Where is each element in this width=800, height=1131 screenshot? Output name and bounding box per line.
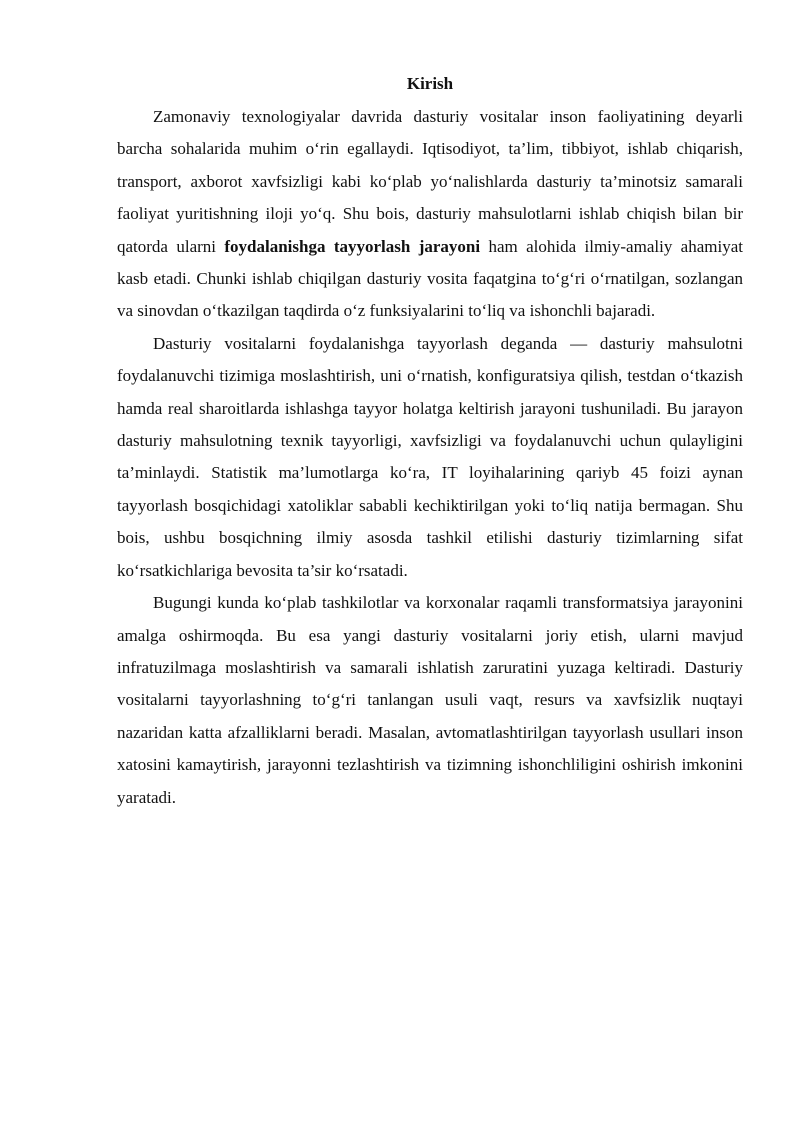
paragraph-intro-text-end: ham alohida ilmiy-amaliy ahamiyat kasb etadi. Chunki ishlab chiqilgan dasturiy vosita faqatgina to‘g‘ri o‘rnatilgan, sozlangan va sinovdan o‘tkazilgan taqdirda o‘z funksiyalarini to‘liq va ishonchli bajaradi.	[117, 236, 743, 321]
section-heading: Kirish	[406, 74, 454, 93]
paragraph-transformation: Bugungi kunda ko‘plab tashkilotlar va korxonalar raqamli transformatsiya jarayonini amalga oshirmoqda. Bu esa yangi dasturiy vositalarni joriy etish, ularni mavjud infratuzilmaga moslashtirish va samarali ishlatish zaruratini yuzaga keltiradi. Dasturiy vositalarni tayyorlashning to‘g‘ri tanlangan usuli vaqt, resurs va xavfsizlik nuqtayi nazaridan katta afzalliklarni beradi. Masalan, avtomatlashtirilgan tayyorlash usullari inson xatosini kamaytirish, jarayonni tezlashtirish va tizimning ishonchliligini oshirish imkonini yaratadi.	[117, 593, 743, 807]
paragraph-intro-bold-term: foydalanishga tayyorlash jarayoni	[224, 236, 481, 256]
paragraph-intro	[117, 101, 743, 328]
paragraph-definition: Dasturiy vositalarni foydalanishga tayyorlash deganda — dasturiy mahsulotni foydalanuvchi tizimiga moslashtirish, uni o‘rnatish, konfiguratsiya qilish, testdan o‘tkazish hamda real sharoitlarda ishlashga tayyor holatga keltirish jarayoni tushuniladi. Bu jarayon dasturiy mahsulotning texnik tayyorligi, xavfsizligi va foydalanuvchi uchun qulayligini ta’minlaydi. Statistik ma’lumotlarga ko‘ra, IT loyihalarining qariyb 45 foizi aynan tayyorlash bosqichidagi xatoliklar sababli kechiktirilgan yoki to‘liq natija bermagan. Shu bois, ushbu bosqichning ilmiy asosda tashkil etilishi dasturiy tizimlarning sifat ko‘rsatkichlariga bevosita ta’sir ko‘rsatadi.	[117, 333, 743, 580]
paragraph-intro-text-start: Zamonaviy texnologiyalar davrida dasturiy vositalar inson faoliyatining deyarli barcha sohalarida muhim o‘rin egallaydi. Iqtisodiyot, ta’lim, tibbiyot, ishlab chiqarish, transport, axborot xavfsizligi kabi ko‘plab yo‘nalishlarda dasturiy ta’minotsiz samarali faoliyat yuritishning iloji yo‘q. Shu bois, dasturiy mahsulotlarni ishlab chiqish bilan bir qatorda ularni	[117, 107, 743, 256]
